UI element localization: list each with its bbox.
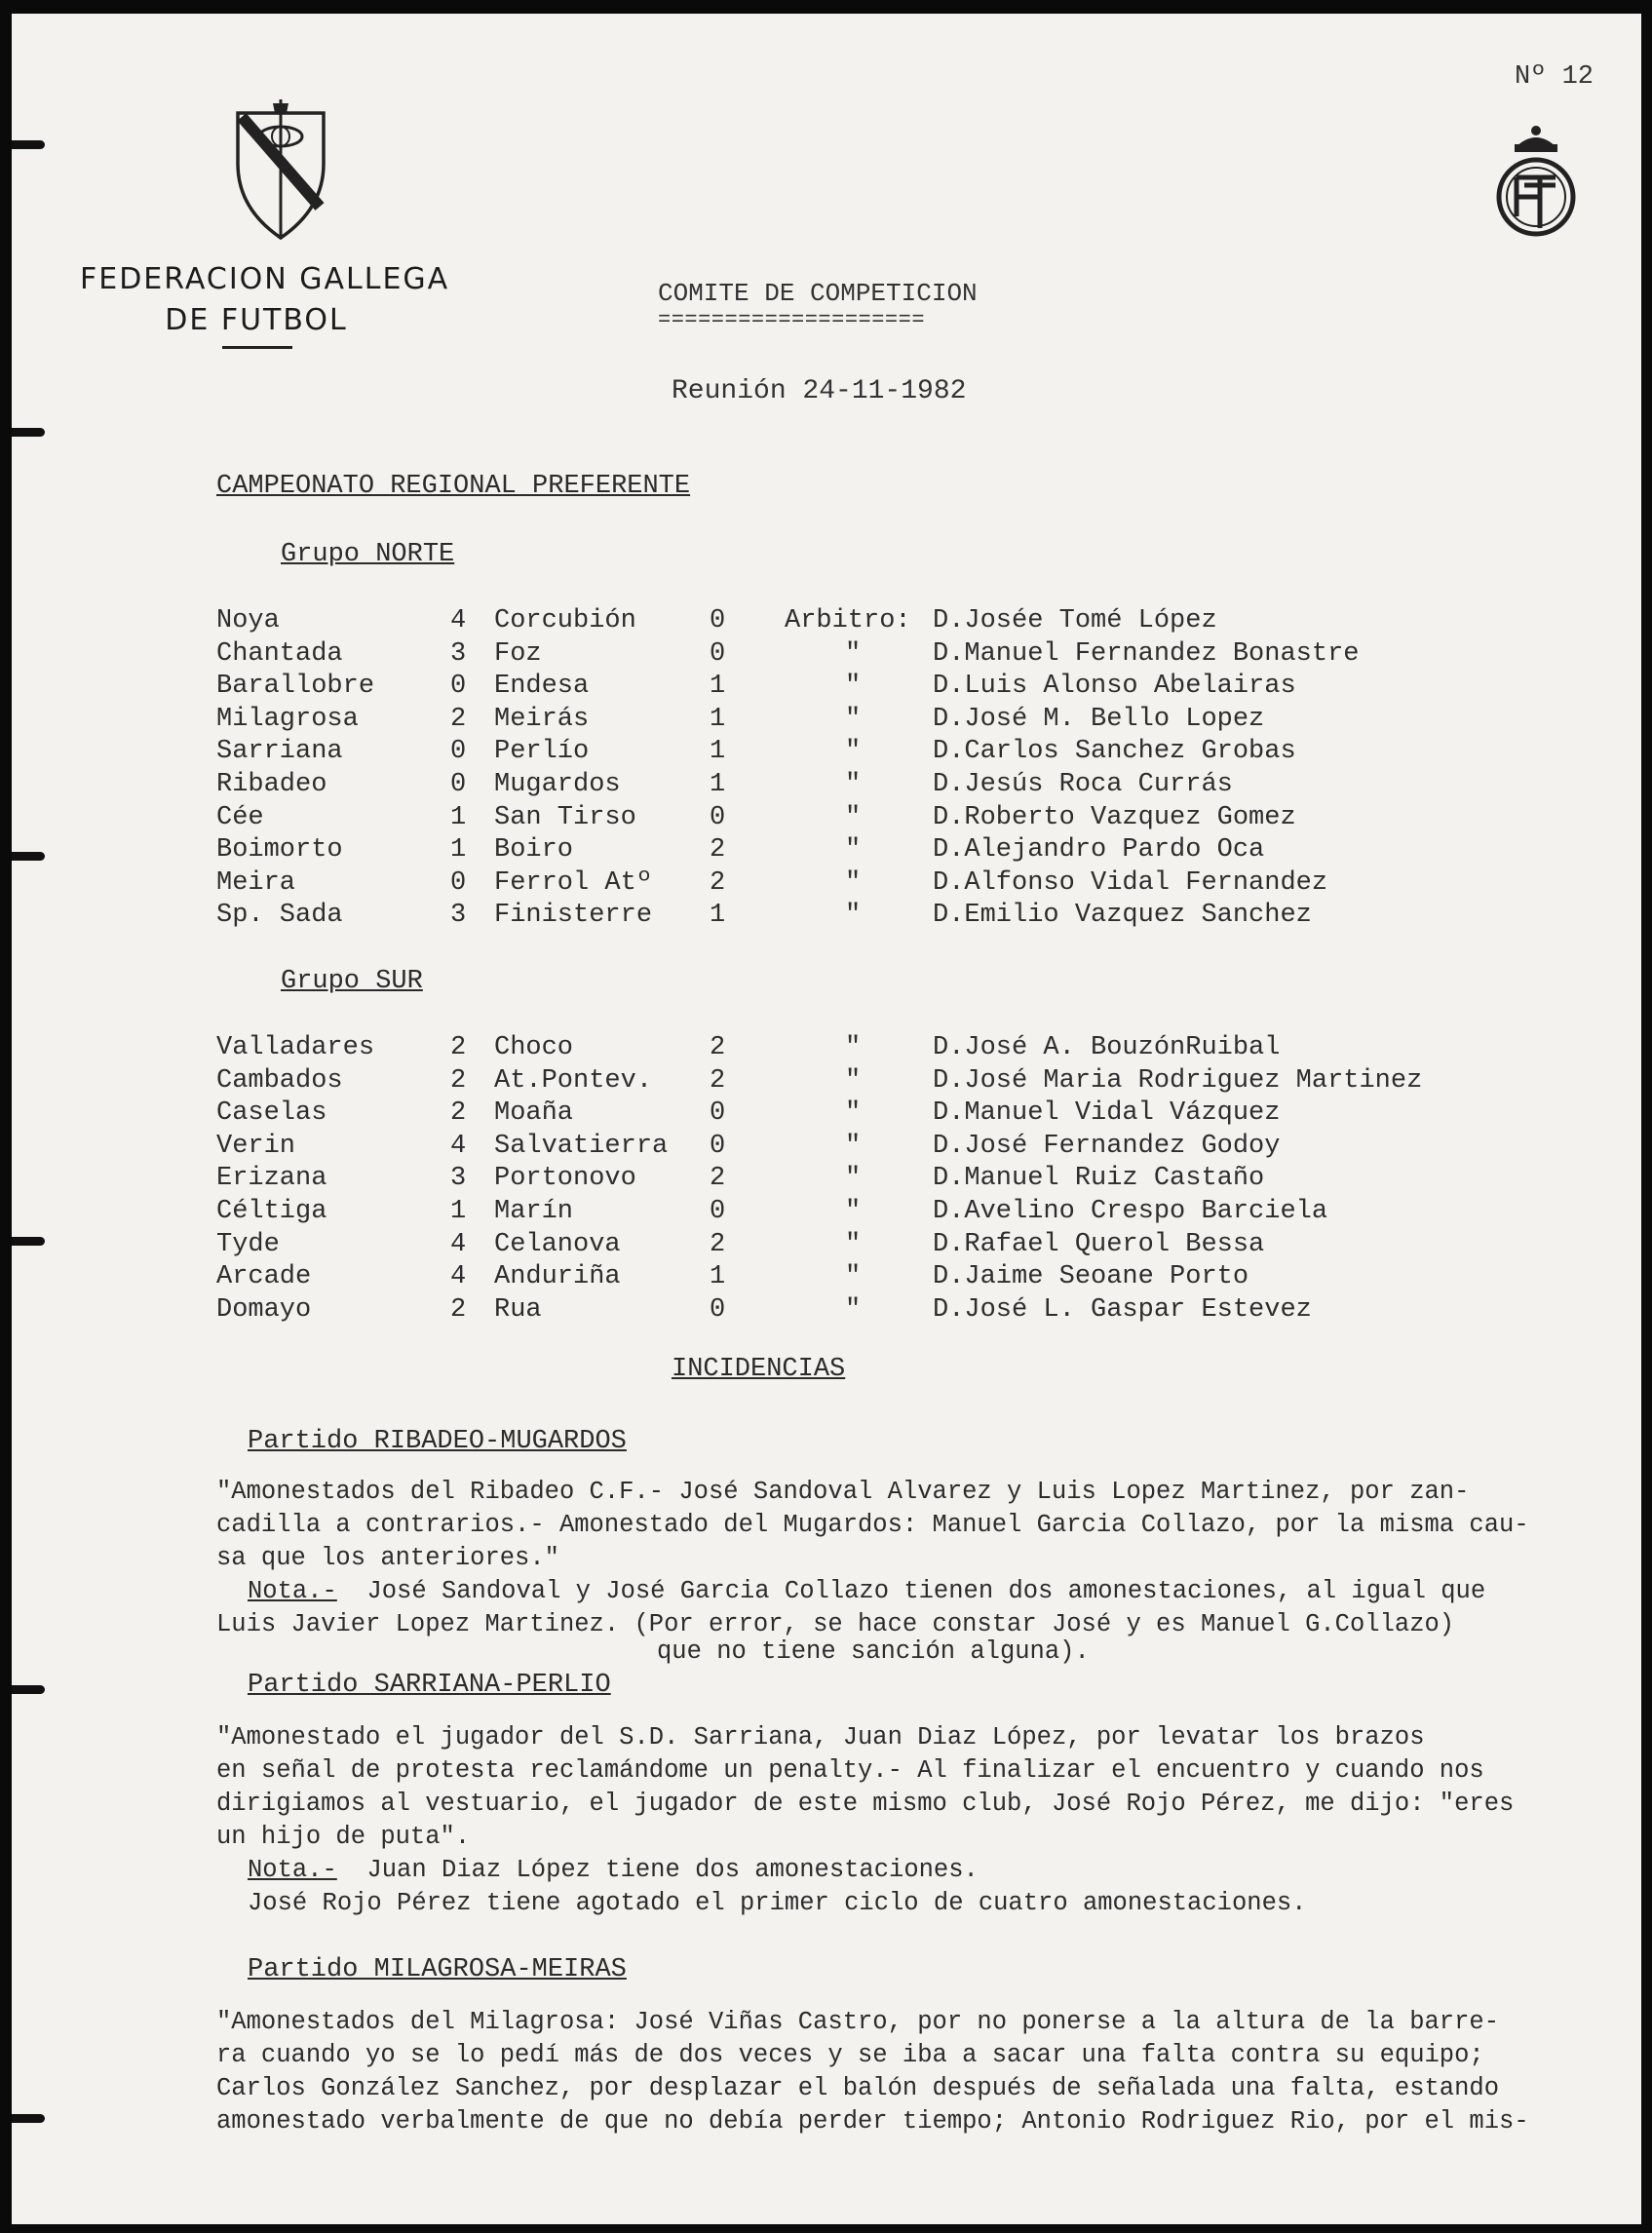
referee-label: " xyxy=(845,704,862,734)
incident-title-ribadeo-mugardos: Partido RIBADEO-MUGARDOS xyxy=(248,1427,627,1456)
royal-federation-crest-logo xyxy=(1495,119,1577,240)
incident-report-sarriana-perlio xyxy=(216,1721,1620,1920)
away-score: 1 xyxy=(710,704,726,734)
away-score: 2 xyxy=(710,867,726,898)
note-line: Juan Diaz López tiene dos amonestaciones. xyxy=(366,1856,979,1884)
away-team: Mugardos xyxy=(494,770,621,799)
away-team: Foz xyxy=(494,638,542,669)
federation-divider xyxy=(222,346,292,349)
federation-name xyxy=(80,259,450,341)
home-score: 0 xyxy=(450,737,467,767)
report-line: "Amonestado el jugador del S.D. Sarriana, Juan Diaz López, por levatar los brazos xyxy=(216,1723,1425,1752)
incident-report-ribadeo-mugardos xyxy=(216,1476,1620,1669)
report-line: ra cuando yo se lo pedí más de dos veces y se iba a sacar una falta contra su equipo; xyxy=(216,2041,1484,2069)
note-label: Nota.- xyxy=(248,1577,337,1605)
incident-report-milagrosa-meiras xyxy=(216,2006,1620,2138)
report-line: amonestado verbalmente de que no debía perder tiempo; Antonio Rodriguez Rio, por el mis- xyxy=(216,2107,1529,2136)
home-score: 3 xyxy=(450,1164,467,1194)
away-team: Celanova xyxy=(494,1229,621,1259)
home-team: Erizana xyxy=(216,1164,327,1194)
home-team: Tyde xyxy=(216,1229,280,1259)
federation-crest-logo xyxy=(234,99,327,242)
away-score: 0 xyxy=(710,606,726,635)
home-score: 1 xyxy=(450,1197,467,1226)
home-score: 2 xyxy=(450,1033,467,1062)
report-line: "Amonestados del Milagrosa: José Viñas Castro, por no ponerse a la altura de la barre- xyxy=(216,2008,1500,2036)
away-score: 0 xyxy=(710,1098,726,1129)
incident-title-milagrosa-meiras: Partido MILAGROSA-MEIRAS xyxy=(248,1955,627,1984)
binder-hole xyxy=(12,852,45,861)
referee-label: " xyxy=(845,638,862,669)
away-team: Rua xyxy=(494,1294,542,1325)
away-team: Anduriña xyxy=(494,1262,621,1292)
home-team: Barallobre xyxy=(216,672,375,702)
referee-label: " xyxy=(845,1294,862,1325)
home-team: Ribadeo xyxy=(216,770,327,799)
home-score: 4 xyxy=(450,1229,467,1259)
referee-label: " xyxy=(845,867,862,898)
home-score: 2 xyxy=(450,704,467,734)
away-score: 2 xyxy=(710,1164,726,1194)
home-score: 3 xyxy=(450,638,467,669)
referee-label: " xyxy=(845,1033,862,1062)
home-team: Meira xyxy=(216,867,296,898)
committee-title: COMITE DE COMPETICION xyxy=(658,279,978,308)
away-team: Salvatierra xyxy=(494,1131,669,1161)
home-score: 4 xyxy=(450,1131,467,1161)
away-team: At.Pontev. xyxy=(494,1065,653,1096)
home-team: Sp. Sada xyxy=(216,901,343,931)
meeting-date: Reunión 24-11-1982 xyxy=(672,376,967,406)
binder-hole xyxy=(12,140,45,149)
home-team: Céltiga xyxy=(216,1197,327,1226)
group-title-norte: Grupo NORTE xyxy=(281,540,455,569)
document-page xyxy=(12,14,1641,2224)
report-line: Carlos González Sanchez, por desplazar el balón después de señalada una falta, estando xyxy=(216,2074,1500,2102)
away-score: 0 xyxy=(710,1131,726,1161)
home-team: Sarriana xyxy=(216,737,343,767)
referee-label: " xyxy=(845,802,862,832)
binder-hole xyxy=(12,428,45,437)
away-score: 1 xyxy=(710,901,726,931)
home-score: 0 xyxy=(450,867,467,898)
referee-name: D.José A. BouzónRuibal xyxy=(933,1033,1281,1062)
note-line: que no tiene sanción alguna). xyxy=(657,1637,1090,1666)
away-team: Finisterre xyxy=(494,901,653,931)
away-team: Ferrol Atº xyxy=(494,867,653,898)
home-team: Domayo xyxy=(216,1294,312,1325)
referee-label: " xyxy=(845,672,862,702)
referee-label: " xyxy=(845,1197,862,1226)
referee-name: D.Alejandro Pardo Oca xyxy=(933,835,1265,866)
referee-label: " xyxy=(845,1229,862,1259)
referee-name: D.José M. Bello Lopez xyxy=(933,704,1265,734)
referee-name: D.Roberto Vazquez Gomez xyxy=(933,802,1296,832)
incident-title-sarriana-perlio: Partido SARRIANA-PERLIO xyxy=(248,1671,611,1700)
home-score: 1 xyxy=(450,802,467,832)
away-score: 1 xyxy=(710,737,726,767)
away-score: 0 xyxy=(710,638,726,669)
away-score: 1 xyxy=(710,672,726,702)
home-team: Cée xyxy=(216,802,264,832)
referee-name: D.José Fernandez Godoy xyxy=(933,1131,1281,1161)
away-score: 1 xyxy=(710,1262,726,1292)
referee-name: D.Rafael Querol Bessa xyxy=(933,1229,1265,1259)
referee-name: D.Jaime Seoane Porto xyxy=(933,1262,1249,1292)
home-team: Cambados xyxy=(216,1065,343,1096)
referee-label: " xyxy=(845,1262,862,1292)
away-team: Moaña xyxy=(494,1098,574,1129)
report-line: dirigiamos al vestuario, el jugador de este mismo club, José Rojo Pérez, me dijo: "eres xyxy=(216,1790,1515,1818)
away-score: 0 xyxy=(710,1294,726,1325)
report-line: sa que los anteriores." xyxy=(216,1544,559,1572)
home-score: 3 xyxy=(450,901,467,931)
referee-label: " xyxy=(845,1164,862,1194)
away-score: 2 xyxy=(710,1065,726,1096)
championship-title: CAMPEONATO REGIONAL PREFERENTE xyxy=(216,472,691,501)
referee-name: D.Avelino Crespo Barciela xyxy=(933,1197,1328,1226)
referee-name: D.Carlos Sanchez Grobas xyxy=(933,737,1296,767)
note-line: José Sandoval y José Garcia Collazo tienen dos amonestaciones, al igual que xyxy=(366,1577,1486,1605)
away-score: 1 xyxy=(710,770,726,799)
home-score: 4 xyxy=(450,606,467,635)
report-line: en señal de protesta reclamándome un penalty.- Al finalizar el encuentro y cuando nos xyxy=(216,1756,1484,1785)
home-team: Milagrosa xyxy=(216,704,359,734)
referee-name: D.Josée Tomé López xyxy=(933,606,1217,635)
away-score: 0 xyxy=(710,802,726,832)
document-number: Nº 12 xyxy=(1515,62,1594,92)
referee-name: D.Manuel Ruiz Castaño xyxy=(933,1164,1265,1194)
home-team: Boimorto xyxy=(216,835,343,866)
binder-hole xyxy=(12,1685,45,1694)
federation-name-line2: DE FUTBOL xyxy=(165,303,348,337)
referee-name: D.Manuel Vidal Vázquez xyxy=(933,1098,1281,1129)
binder-hole xyxy=(12,2114,45,2123)
group-title-sur: Grupo SUR xyxy=(281,967,423,996)
report-line: un hijo de puta". xyxy=(216,1823,471,1851)
referee-name: D.José L. Gaspar Estevez xyxy=(933,1294,1312,1325)
committee-title-underline: ==================== xyxy=(658,308,926,332)
away-team: Meirás xyxy=(494,704,590,734)
home-team: Verin xyxy=(216,1131,296,1161)
home-score: 2 xyxy=(450,1294,467,1325)
away-score: 0 xyxy=(710,1197,726,1226)
referee-name: D.Luis Alonso Abelairas xyxy=(933,672,1296,702)
home-team: Chantada xyxy=(216,638,343,669)
away-team: Portonovo xyxy=(494,1164,636,1194)
away-score: 2 xyxy=(710,1229,726,1259)
home-score: 1 xyxy=(450,835,467,866)
away-team: Choco xyxy=(494,1033,574,1062)
referee-label: " xyxy=(845,901,862,931)
referee-label: " xyxy=(845,1131,862,1161)
referee-name: D.José Maria Rodriguez Martinez xyxy=(933,1065,1423,1096)
away-team: Boiro xyxy=(494,835,574,866)
home-team: Noya xyxy=(216,606,280,635)
home-score: 2 xyxy=(450,1098,467,1129)
referee-name: D.Emilio Vazquez Sanchez xyxy=(933,901,1312,931)
report-line: "Amonestados del Ribadeo C.F.- José Sandoval Alvarez y Luis Lopez Martinez, por zan- xyxy=(216,1478,1470,1506)
referee-label: " xyxy=(845,835,862,866)
away-score: 2 xyxy=(710,835,726,866)
home-score: 2 xyxy=(450,1065,467,1096)
home-score: 4 xyxy=(450,1262,467,1292)
home-score: 0 xyxy=(450,770,467,799)
incidents-title: INCIDENCIAS xyxy=(672,1355,846,1384)
note-line: Luis Javier Lopez Martinez. (Por error, se hace constar José y es Manuel G.Collazo) xyxy=(216,1610,1455,1638)
report-line: cadilla a contrarios.- Amonestado del Mugardos: Manuel Garcia Collazo, por la misma cau- xyxy=(216,1511,1529,1539)
note-label: Nota.- xyxy=(248,1856,337,1884)
home-team: Caselas xyxy=(216,1098,327,1129)
home-score: 0 xyxy=(450,672,467,702)
away-team: Perlío xyxy=(494,737,590,767)
referee-name: D.Manuel Fernandez Bonastre xyxy=(933,638,1360,669)
away-team: San Tirso xyxy=(494,802,636,832)
referee-label: " xyxy=(845,1098,862,1129)
home-team: Arcade xyxy=(216,1262,312,1292)
away-team: Corcubión xyxy=(494,606,636,635)
referee-label: Arbitro: xyxy=(785,606,911,635)
binder-hole xyxy=(12,1237,45,1246)
referee-label: " xyxy=(845,770,862,799)
referee-label: " xyxy=(845,1065,862,1096)
federation-name-line1: FEDERACION GALLEGA xyxy=(80,262,450,296)
referee-label: " xyxy=(845,737,862,767)
away-score: 2 xyxy=(710,1033,726,1062)
away-team: Endesa xyxy=(494,672,590,702)
referee-name: D.Alfonso Vidal Fernandez xyxy=(933,867,1328,898)
home-team: Valladares xyxy=(216,1033,375,1062)
note-line: José Rojo Pérez tiene agotado el primer ciclo de cuatro amonestaciones. xyxy=(248,1889,1307,1917)
away-team: Marín xyxy=(494,1197,574,1226)
referee-name: D.Jesús Roca Currás xyxy=(933,770,1233,799)
